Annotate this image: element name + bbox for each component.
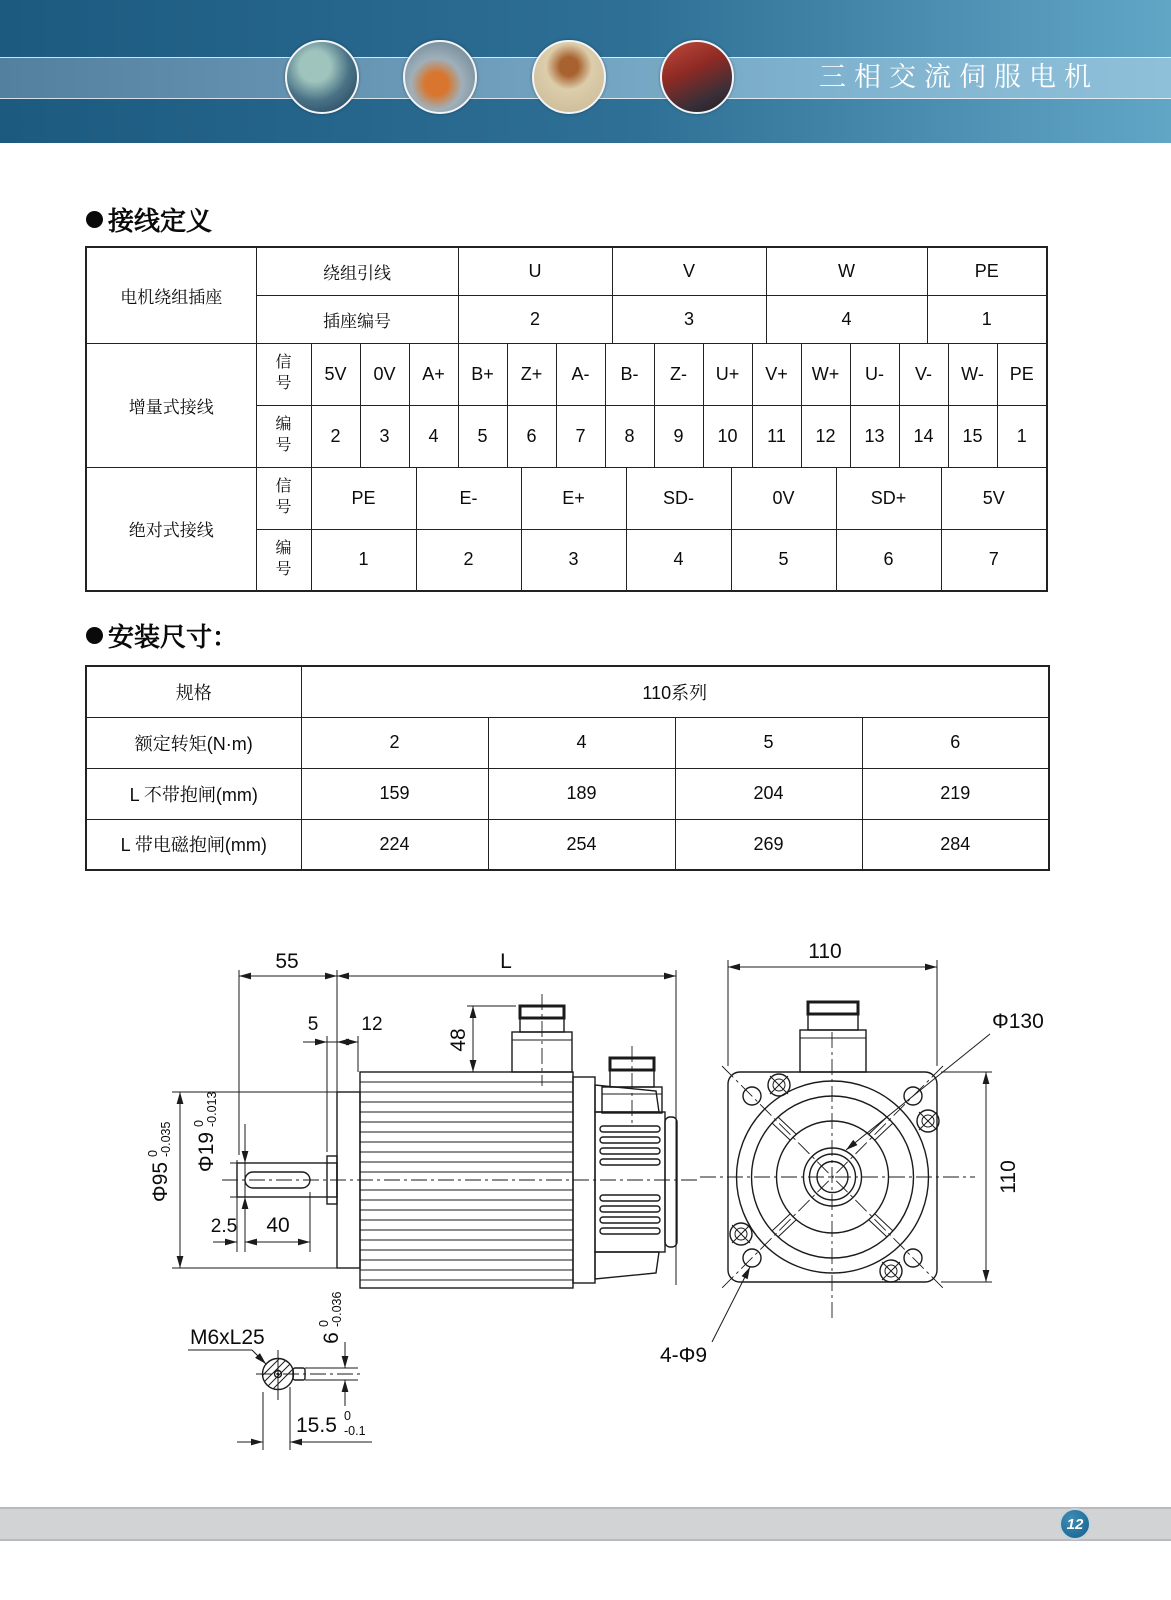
table-cell: SD- bbox=[626, 467, 731, 529]
table-cell: 254 bbox=[488, 819, 675, 870]
table-cell: 204 bbox=[675, 768, 862, 819]
dim-shaft-dia: Φ19 bbox=[195, 1131, 218, 1173]
table-cell: 8 bbox=[605, 405, 654, 467]
signal-label: 信号 bbox=[275, 478, 292, 516]
table-cell: 224 bbox=[301, 819, 488, 870]
dim-shaft-dia-tol-lo: -0.013 bbox=[205, 1091, 219, 1127]
table-cell: 4 bbox=[626, 529, 731, 591]
number-label: 编号 bbox=[275, 416, 292, 454]
table-cell: 4 bbox=[766, 295, 927, 343]
power-connector bbox=[512, 994, 572, 1086]
wiring-section-title: 接线定义 bbox=[108, 206, 213, 236]
table-cell: W- bbox=[948, 343, 997, 405]
table-cell: 15 bbox=[948, 405, 997, 467]
table-cell: 6 bbox=[862, 717, 1049, 768]
table-cell: PE bbox=[311, 467, 416, 529]
table-cell: A- bbox=[556, 343, 605, 405]
table-cell: E- bbox=[416, 467, 521, 529]
table-cell: W bbox=[766, 247, 927, 295]
table-cell: 2 bbox=[458, 295, 612, 343]
page-title: 三相交流伺服电机 bbox=[819, 62, 1099, 92]
table-cell: 2 bbox=[311, 405, 360, 467]
table-cell: 5V bbox=[941, 467, 1047, 529]
table-cell: 7 bbox=[556, 405, 605, 467]
table-cell: 5 bbox=[675, 717, 862, 768]
dim-front-height: 110 bbox=[997, 1160, 1020, 1194]
table-cell: SD+ bbox=[836, 467, 941, 529]
table-cell: 规格 bbox=[86, 666, 301, 717]
dim-connector-height: 48 bbox=[447, 1028, 470, 1052]
dim-tap: M6xL25 bbox=[190, 1326, 265, 1349]
table-cell: 增量式接线 bbox=[86, 343, 256, 467]
table-cell: 13 bbox=[850, 405, 899, 467]
table-cell: 0V bbox=[360, 343, 409, 405]
table-cell: U bbox=[458, 247, 612, 295]
dim-flange-dia: Φ95 bbox=[149, 1161, 172, 1203]
front-view bbox=[660, 940, 1044, 1367]
mounting-section-title: 安装尺寸： bbox=[108, 622, 239, 652]
table-cell: 159 bbox=[301, 768, 488, 819]
dim-key-width: 6 bbox=[320, 1332, 343, 1344]
table-cell: 插座编号 bbox=[256, 295, 458, 343]
table-cell: V- bbox=[899, 343, 948, 405]
shaft-section-detail bbox=[188, 1292, 372, 1450]
table-cell: 绝对式接线 bbox=[86, 467, 256, 591]
footer-bar bbox=[0, 1507, 1171, 1541]
dim-flange-thickness: 12 bbox=[361, 1014, 383, 1035]
table-cell: 14 bbox=[899, 405, 948, 467]
table-cell: 4 bbox=[488, 717, 675, 768]
dim-overall-length: L bbox=[500, 950, 512, 973]
table-cell: 1 bbox=[311, 529, 416, 591]
table-cell: 11 bbox=[752, 405, 801, 467]
dim-front-width: 110 bbox=[808, 940, 842, 963]
side-view bbox=[146, 950, 700, 1288]
table-cell: U- bbox=[850, 343, 899, 405]
table-cell: 电机绕组插座 bbox=[86, 247, 256, 343]
dim-flange-dia-tol-lo: -0.035 bbox=[159, 1121, 173, 1157]
table-cell: 12 bbox=[801, 405, 850, 467]
number-label: 编号 bbox=[275, 539, 292, 578]
front-connector bbox=[800, 1002, 866, 1072]
dim-flange-dia-tol-hi: 0 bbox=[146, 1150, 160, 1157]
table-cell: 9 bbox=[654, 405, 703, 467]
table-cell: 10 bbox=[703, 405, 752, 467]
dim-key-height-tol-lo: -0.1 bbox=[344, 1424, 366, 1438]
table-cell: 5 bbox=[731, 529, 836, 591]
dim-shaft-dia-tol-hi: 0 bbox=[192, 1120, 206, 1127]
table-cell: V bbox=[612, 247, 766, 295]
table-cell: 219 bbox=[862, 768, 1049, 819]
table-cell: 2 bbox=[301, 717, 488, 768]
table-cell: 269 bbox=[675, 819, 862, 870]
signal-label: 信号 bbox=[275, 354, 292, 392]
table-cell: 3 bbox=[360, 405, 409, 467]
table-cell: E+ bbox=[521, 467, 626, 529]
table-cell: B- bbox=[605, 343, 654, 405]
table-cell: 0V bbox=[731, 467, 836, 529]
table-cell: V+ bbox=[752, 343, 801, 405]
dim-key-offset: 2.5 bbox=[210, 1216, 238, 1237]
table-cell: 额定转矩(N·m) bbox=[86, 717, 301, 768]
table-cell: W+ bbox=[801, 343, 850, 405]
table-cell: 1 bbox=[927, 295, 1047, 343]
table-cell: 189 bbox=[488, 768, 675, 819]
table-cell: 7 bbox=[941, 529, 1047, 591]
table-cell: PE bbox=[997, 343, 1047, 405]
table-cell: U+ bbox=[703, 343, 752, 405]
page-number-badge: 12 bbox=[1059, 1508, 1091, 1540]
dim-key-length: 40 bbox=[266, 1214, 290, 1237]
table-cell: 4 bbox=[409, 405, 458, 467]
dim-key-height: 15.5 bbox=[296, 1414, 337, 1437]
table-cell: Z- bbox=[654, 343, 703, 405]
dim-key-width-tol-lo: -0.036 bbox=[330, 1291, 344, 1327]
dim-circle-dia: Φ130 bbox=[992, 1010, 1044, 1033]
table-cell: 1 bbox=[997, 405, 1047, 467]
table-cell: PE bbox=[927, 247, 1047, 295]
table-cell: A+ bbox=[409, 343, 458, 405]
table-cell: 5V bbox=[311, 343, 360, 405]
table-cell: 绕组引线 bbox=[256, 247, 458, 295]
table-cell: 3 bbox=[612, 295, 766, 343]
table-cell: L 带电磁抱闸(mm) bbox=[86, 819, 301, 870]
table-cell: L 不带抱闸(mm) bbox=[86, 768, 301, 819]
table-cell: B+ bbox=[458, 343, 507, 405]
table-cell: 5 bbox=[458, 405, 507, 467]
table-cell: Z+ bbox=[507, 343, 556, 405]
dim-key-height-tol-hi: 0 bbox=[344, 1409, 351, 1423]
dim-key-width-tol-hi: 0 bbox=[317, 1320, 331, 1327]
table-cell: 110系列 bbox=[301, 666, 1049, 717]
table-cell: 6 bbox=[507, 405, 556, 467]
table-cell: 284 bbox=[862, 819, 1049, 870]
dim-step: 5 bbox=[307, 1014, 319, 1035]
table-cell: 2 bbox=[416, 529, 521, 591]
table-cell: 6 bbox=[836, 529, 941, 591]
dim-mount-holes: 4-Φ9 bbox=[660, 1344, 708, 1367]
table-cell: 3 bbox=[521, 529, 626, 591]
dim-shaft-ext: 55 bbox=[275, 950, 299, 973]
